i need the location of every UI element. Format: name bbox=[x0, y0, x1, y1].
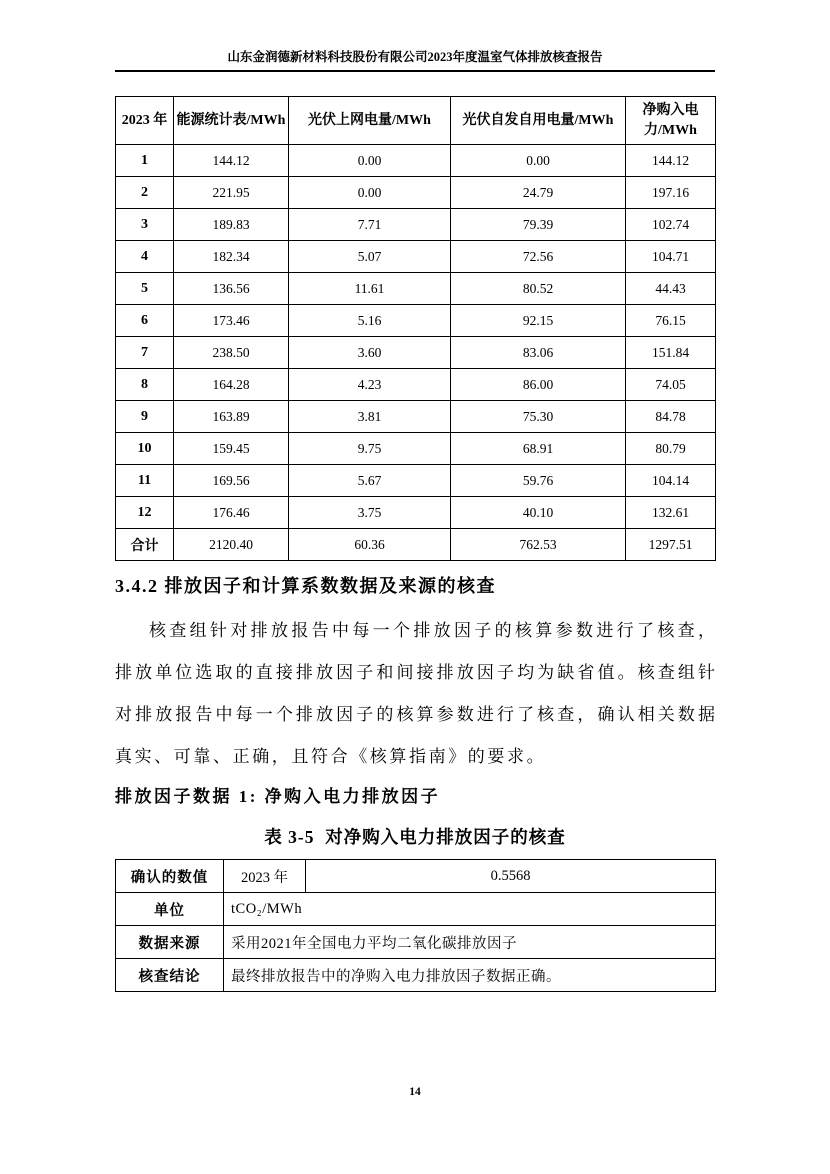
value-cell: 74.05 bbox=[626, 369, 716, 401]
row-label-cell: 合计 bbox=[116, 529, 174, 561]
value-cell: 136.56 bbox=[174, 273, 289, 305]
row-label: 单位 bbox=[116, 893, 224, 926]
page-number: 14 bbox=[409, 1086, 421, 1098]
energy-table-row bbox=[116, 465, 716, 497]
energy-table-row bbox=[116, 497, 716, 529]
value-cell: 132.61 bbox=[626, 497, 716, 529]
row-label-cell: 5 bbox=[116, 273, 174, 305]
value-cell: 144.12 bbox=[626, 145, 716, 177]
energy-table-row bbox=[116, 401, 716, 433]
paragraph-line: 核查组针对排放报告中每一个排放因子的核算参数进行了核查， bbox=[149, 621, 715, 640]
value-cell: 144.12 bbox=[174, 145, 289, 177]
energy-table-row bbox=[116, 337, 716, 369]
value-cell: 79.39 bbox=[451, 209, 626, 241]
value-cell: 59.76 bbox=[451, 465, 626, 497]
value-cell: 169.56 bbox=[174, 465, 289, 497]
energy-table-row bbox=[116, 273, 716, 305]
value-cell: 60.36 bbox=[289, 529, 451, 561]
row-label: 确认的数值 bbox=[116, 860, 224, 893]
value-cell: 80.52 bbox=[451, 273, 626, 305]
factor-row-conclusion bbox=[116, 959, 716, 992]
value-cell: 9.75 bbox=[289, 433, 451, 465]
energy-table-head bbox=[116, 97, 716, 145]
value-cell: 24.79 bbox=[451, 177, 626, 209]
col-header-year: 2023 年 bbox=[116, 97, 174, 145]
value-cell: 5.16 bbox=[289, 305, 451, 337]
value-cell: 0.00 bbox=[289, 177, 451, 209]
value-cell: 1297.51 bbox=[626, 529, 716, 561]
energy-table-header-row bbox=[116, 97, 716, 145]
value-cell: 182.34 bbox=[174, 241, 289, 273]
energy-table-row bbox=[116, 305, 716, 337]
row-label-cell: 6 bbox=[116, 305, 174, 337]
paragraph-line: 对排放报告中每一个排放因子的核算参数进行了核查，确认相关数据 bbox=[115, 705, 715, 724]
factor-table-caption: 表 3-5 对净购入电力排放因子的核查 bbox=[264, 827, 566, 847]
row-label-cell: 12 bbox=[116, 497, 174, 529]
row-label-cell: 4 bbox=[116, 241, 174, 273]
value-cell: 104.14 bbox=[626, 465, 716, 497]
factor-data-label: 排放因子数据 1: 净购入电力排放因子 bbox=[115, 787, 441, 806]
factor-table bbox=[115, 859, 716, 992]
col-header-net-purchased: 净购入电力/MWh bbox=[626, 97, 716, 145]
value-cell: 4.23 bbox=[289, 369, 451, 401]
value-cell: 80.79 bbox=[626, 433, 716, 465]
value-cell: 86.00 bbox=[451, 369, 626, 401]
value-cell: 75.30 bbox=[451, 401, 626, 433]
col-header-pv-self-use: 光伏自发自用电量/MWh bbox=[451, 97, 626, 145]
row-label: 数据来源 bbox=[116, 926, 224, 959]
value-cell: 44.43 bbox=[626, 273, 716, 305]
source-value-cell: 采用2021年全国电力平均二氧化碳排放因子 bbox=[224, 926, 716, 959]
confirmed-year-cell: 2023 年 bbox=[224, 860, 306, 893]
row-label-cell: 3 bbox=[116, 209, 174, 241]
value-cell: 84.78 bbox=[626, 401, 716, 433]
energy-table-row bbox=[116, 209, 716, 241]
value-cell: 7.71 bbox=[289, 209, 451, 241]
value-cell: 76.15 bbox=[626, 305, 716, 337]
col-header-energy-stats: 能源统计表/MWh bbox=[174, 97, 289, 145]
paragraph-line: 真实、可靠、正确，且符合《核算指南》的要求。 bbox=[115, 747, 547, 766]
value-cell: 92.15 bbox=[451, 305, 626, 337]
value-cell: 72.56 bbox=[451, 241, 626, 273]
value-cell: 221.95 bbox=[174, 177, 289, 209]
value-cell: 11.61 bbox=[289, 273, 451, 305]
factor-row-unit bbox=[116, 893, 716, 926]
value-cell: 5.07 bbox=[289, 241, 451, 273]
energy-table-body bbox=[116, 145, 716, 561]
value-cell: 3.81 bbox=[289, 401, 451, 433]
energy-table-row bbox=[116, 433, 716, 465]
value-cell: 238.50 bbox=[174, 337, 289, 369]
value-cell: 173.46 bbox=[174, 305, 289, 337]
value-cell: 5.67 bbox=[289, 465, 451, 497]
energy-table-row bbox=[116, 529, 716, 561]
factor-row-confirmed-value bbox=[116, 860, 716, 893]
value-cell: 102.74 bbox=[626, 209, 716, 241]
row-label-cell: 1 bbox=[116, 145, 174, 177]
value-cell: 40.10 bbox=[451, 497, 626, 529]
value-cell: 83.06 bbox=[451, 337, 626, 369]
row-label-cell: 8 bbox=[116, 369, 174, 401]
value-cell: 163.89 bbox=[174, 401, 289, 433]
value-cell: 164.28 bbox=[174, 369, 289, 401]
value-cell: 3.75 bbox=[289, 497, 451, 529]
running-header: 山东金润德新材料科技股份有限公司2023年度温室气体排放核查报告 bbox=[115, 50, 715, 72]
energy-table bbox=[115, 96, 716, 561]
value-cell: 189.83 bbox=[174, 209, 289, 241]
energy-table-row bbox=[116, 177, 716, 209]
page-content bbox=[115, 0, 715, 992]
energy-table-row bbox=[116, 145, 716, 177]
energy-table-row bbox=[116, 241, 716, 273]
value-cell: 104.71 bbox=[626, 241, 716, 273]
value-cell: 151.84 bbox=[626, 337, 716, 369]
energy-table-row bbox=[116, 369, 716, 401]
value-cell: 159.45 bbox=[174, 433, 289, 465]
row-label: 核查结论 bbox=[116, 959, 224, 992]
value-cell: 0.00 bbox=[289, 145, 451, 177]
value-cell: 197.16 bbox=[626, 177, 716, 209]
section-paragraph bbox=[115, 610, 715, 778]
value-cell: 762.53 bbox=[451, 529, 626, 561]
row-label-cell: 9 bbox=[116, 401, 174, 433]
row-label-cell: 11 bbox=[116, 465, 174, 497]
row-label-cell: 7 bbox=[116, 337, 174, 369]
value-cell: 68.91 bbox=[451, 433, 626, 465]
row-label-cell: 10 bbox=[116, 433, 174, 465]
row-label-cell: 2 bbox=[116, 177, 174, 209]
value-cell: 3.60 bbox=[289, 337, 451, 369]
value-cell: 2120.40 bbox=[174, 529, 289, 561]
value-cell: 0.00 bbox=[451, 145, 626, 177]
value-cell: 176.46 bbox=[174, 497, 289, 529]
factor-row-data-source bbox=[116, 926, 716, 959]
section-heading: 3.4.2 排放因子和计算系数数据及来源的核查 bbox=[115, 576, 496, 596]
conclusion-value-cell: 最终排放报告中的净购入电力排放因子数据正确。 bbox=[224, 959, 716, 992]
unit-value-cell: tCO₂/MWh bbox=[224, 893, 716, 926]
paragraph-line: 排放单位选取的直接排放因子和间接排放因子均为缺省值。核查组针 bbox=[115, 663, 715, 682]
confirmed-value-cell: 0.5568 bbox=[306, 860, 716, 893]
col-header-pv-to-grid: 光伏上网电量/MWh bbox=[289, 97, 451, 145]
